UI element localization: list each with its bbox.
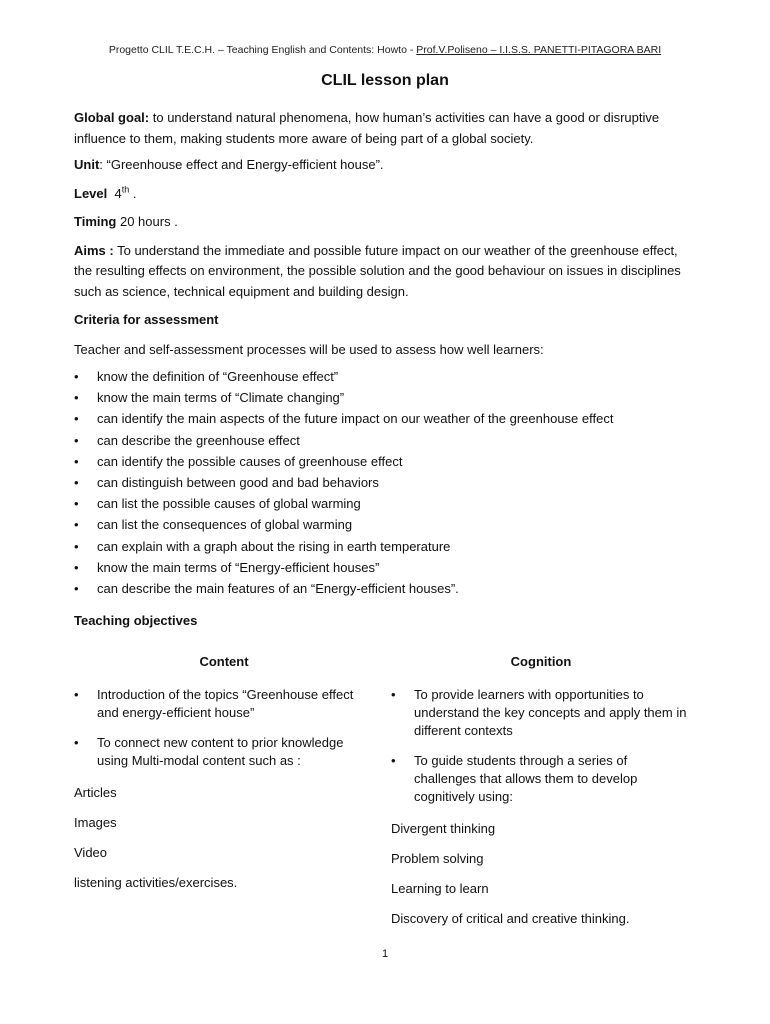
list-item: • can list the possible causes of global warming — [74, 493, 684, 514]
list-item: • can identify the possible causes of greenhouse effect — [74, 451, 684, 472]
cognition-line: Discovery of critical and creative thinking. — [391, 911, 630, 926]
page-title: CLIL lesson plan — [321, 72, 449, 89]
global-goal-text: to understand natural phenomena, how human’s activities can have a good or disruptive influence to them, making students more aware of being part of a global society. — [74, 110, 660, 146]
criteria-list — [74, 366, 684, 599]
document-body — [74, 108, 684, 632]
content-line: Video — [74, 845, 108, 860]
list-item: • Introduction of the topics “Greenhouse effect and energy-efficient house” — [74, 686, 374, 722]
header-author: Prof.V.Poliseno – I.I.S.S. PANETTI-PITAGORA BARI — [416, 44, 662, 56]
unit — [74, 155, 684, 176]
list-item: • can identify the main aspects of the future impact on our weather of the greenhouse effect — [74, 408, 684, 429]
aims — [74, 241, 684, 303]
cognition-column — [391, 654, 691, 928]
cognition-bullets — [391, 686, 691, 806]
timing-label: Timing — [74, 214, 117, 229]
page-number: 1 — [381, 948, 389, 960]
level-sup: th — [121, 184, 130, 195]
list-item: • can distinguish between good and bad behaviors — [74, 472, 684, 493]
timing — [74, 212, 684, 233]
list-item: • can explain with a graph about the rising in earth temperature — [74, 536, 684, 557]
teaching-objectives-heading: Teaching objectives — [74, 613, 198, 629]
list-item: • know the definition of “Greenhouse effect” — [74, 366, 684, 387]
criteria-heading: Criteria for assessment — [74, 312, 219, 327]
header-project: Progetto CLIL T.E.C.H. – Teaching English and Contents: Howto - — [108, 44, 417, 56]
cognition-line: Problem solving — [391, 851, 484, 866]
list-item: • can list the consequences of global warming — [74, 514, 684, 535]
content-line: Articles — [74, 785, 117, 800]
content-bullets — [74, 686, 374, 770]
criteria-intro: Teacher and self-assessment processes will be used to assess how well learners: — [74, 341, 544, 357]
content-line: listening activities/exercises. — [74, 875, 238, 890]
content-heading: Content — [199, 654, 249, 669]
list-item: • To connect new content to prior knowledge using Multi-modal content such as : — [74, 734, 374, 770]
level-value: 4 — [114, 185, 122, 201]
list-item: • To provide learners with opportunities to understand the key concepts and apply them in different contexts — [391, 686, 691, 740]
page-header — [0, 44, 770, 56]
cognition-line: Divergent thinking — [391, 821, 496, 836]
global-goal-label: Global goal: — [74, 110, 150, 125]
cognition-line: Learning to learn — [391, 881, 489, 896]
global-goal — [74, 108, 684, 149]
list-item: • can describe the greenhouse effect — [74, 430, 684, 451]
list-item: • know the main terms of “Climate changing” — [74, 387, 684, 408]
aims-text: To understand the immediate and possible future impact on our weather of the greenhouse effect, the resulting effects on environment, the possible solution and the good behaviour on issues in disciplines such as science, technical equipment and building design. — [74, 242, 681, 299]
content-column — [74, 654, 374, 892]
level-end: . — [129, 185, 137, 201]
aims-label: Aims : — [74, 242, 114, 258]
unit-label: Unit — [74, 157, 100, 172]
cognition-heading: Cognition — [510, 654, 572, 669]
content-line: Images — [74, 815, 117, 830]
level — [74, 184, 684, 205]
timing-text: 20 hours . — [116, 214, 178, 229]
list-item: • To guide students through a series of challenges that allows them to develop cognitively using: — [391, 752, 691, 806]
level-label: Level — [74, 185, 108, 201]
list-item: • can describe the main features of an “Energy-efficient houses”. — [74, 578, 684, 599]
list-item: • know the main terms of “Energy-efficient houses” — [74, 557, 684, 578]
unit-text: : “Greenhouse effect and Energy-efficient house”. — [99, 157, 384, 172]
